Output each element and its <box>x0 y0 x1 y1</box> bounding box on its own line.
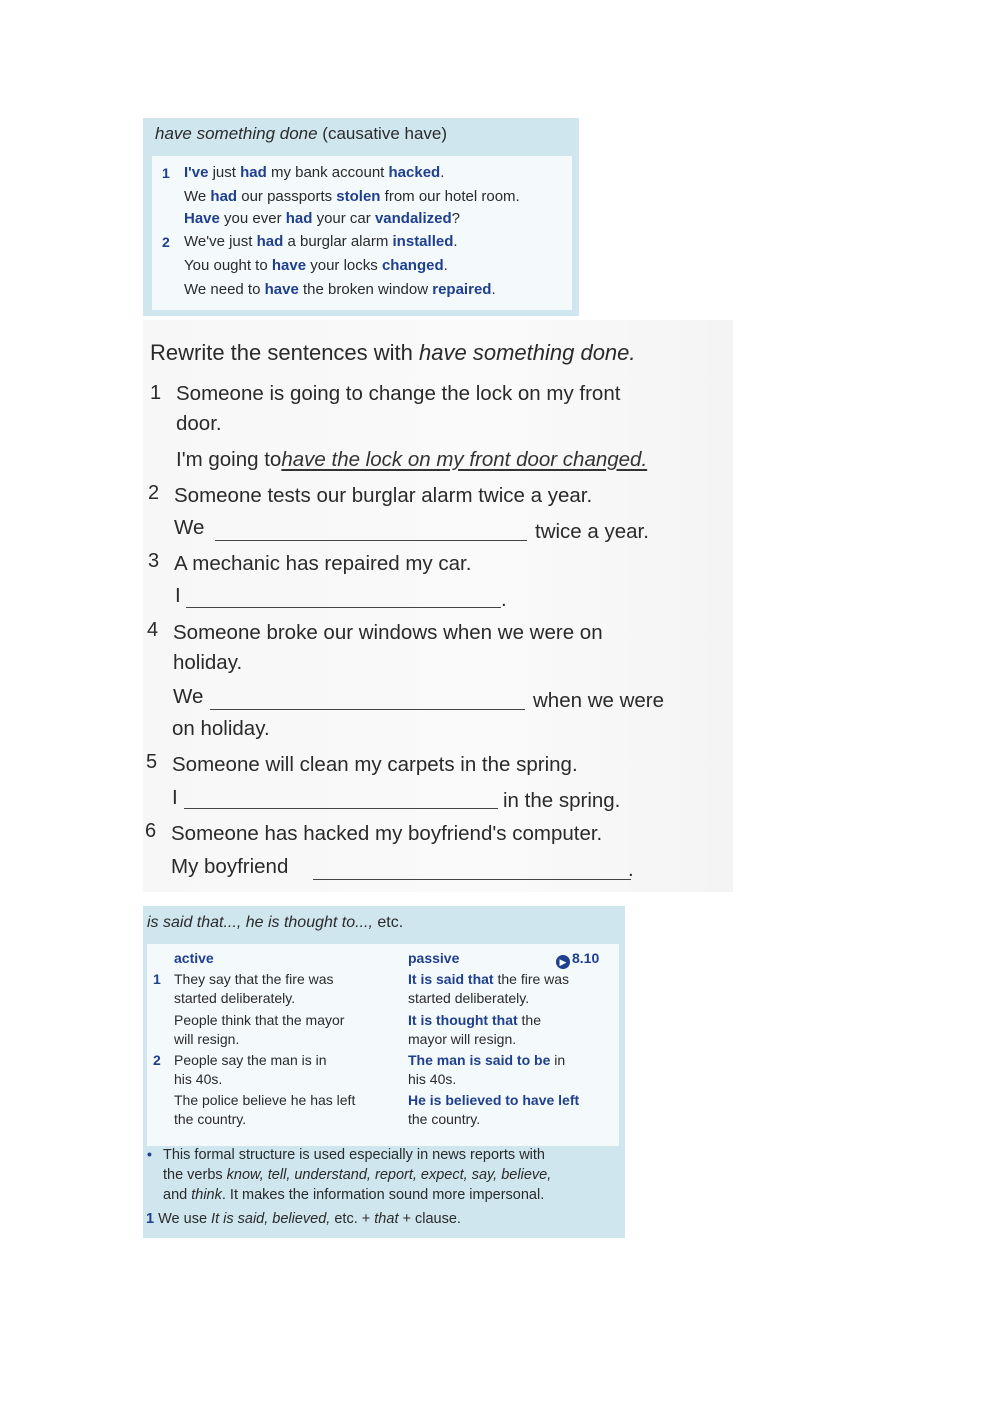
item-after-cont: on holiday. <box>172 717 270 740</box>
active-sentence: People say the man is in <box>174 1052 327 1068</box>
example-sentence: We had our passports stolen from our hotel room. <box>184 188 520 205</box>
item-number: 2 <box>148 482 160 504</box>
item-number: 6 <box>145 820 157 842</box>
exercise-title: Rewrite the sentences with have something done. <box>150 340 636 365</box>
item-prompt: I'm going tohave the lock on my front door changed. <box>176 448 648 471</box>
passive-sentence: It is said that the fire was <box>408 971 570 987</box>
item-number: 1 <box>150 382 162 404</box>
example-sentence: We've just had a burglar alarm installed. <box>184 233 458 250</box>
item-sentence: Someone broke our windows when we were on <box>173 621 603 644</box>
rule-line: 1 We use It is said, believed, etc. + that + clause. <box>146 1211 461 1227</box>
speaker-icon: ▶ <box>556 955 570 969</box>
active-sentence-cont: started deliberately. <box>174 990 296 1006</box>
item-sentence-cont: door. <box>176 412 222 435</box>
answer-blank[interactable] <box>215 540 527 541</box>
answer-blank[interactable] <box>184 808 498 809</box>
item-after: twice a year. <box>535 520 649 543</box>
item-prompt: I <box>172 786 178 809</box>
item-number: 3 <box>148 550 160 572</box>
row-number: 2 <box>153 1052 161 1068</box>
passive-sentence: He is believed to have left <box>408 1092 580 1108</box>
passive-sentence-cont: started deliberately. <box>408 990 530 1006</box>
note-line: the verbs know, tell, understand, report, expect, say, believe, <box>163 1167 552 1183</box>
active-sentence: The police believe he has left <box>174 1092 356 1108</box>
example-number: 1 <box>162 165 170 181</box>
item-sentence: Someone tests our burglar alarm twice a year. <box>174 484 593 507</box>
note-line: and think. It makes the information sound more impersonal. <box>163 1187 545 1203</box>
column-header-passive: passive <box>408 950 460 966</box>
example-sentence: You ought to have your locks changed. <box>184 257 448 274</box>
active-sentence-cont: his 40s. <box>174 1071 223 1087</box>
active-sentence-cont: will resign. <box>174 1031 240 1047</box>
item-sentence: Someone has hacked my boyfriend's computer. <box>171 822 603 845</box>
item-after: . <box>628 858 634 881</box>
example-number: 2 <box>162 234 170 250</box>
answer-blank[interactable] <box>313 879 631 880</box>
item-after: when we were <box>533 689 665 712</box>
bullet-icon: • <box>147 1146 152 1162</box>
passive-sentence: It is thought that the <box>408 1012 542 1028</box>
item-number: 4 <box>147 619 159 641</box>
box-title: have something done (causative have) <box>155 124 448 143</box>
note-line: This formal structure is used especially in news reports with <box>163 1147 545 1163</box>
audio-track[interactable]: ▶ 8.10 <box>556 950 599 969</box>
passive-sentence: The man is said to be in <box>408 1052 566 1068</box>
example-sentence: Have you ever had your car vandalized? <box>184 210 460 227</box>
row-number: 1 <box>153 971 161 987</box>
answer-blank[interactable] <box>210 709 525 710</box>
item-number: 5 <box>146 751 158 773</box>
passive-sentence-cont: the country. <box>408 1111 481 1127</box>
example-answer: have the lock on my front door changed. <box>281 448 648 471</box>
passive-sentence-cont: mayor will resign. <box>408 1031 517 1047</box>
example-sentence: I've just had my bank account hacked. <box>184 164 445 181</box>
example-sentence: We need to have the broken window repaired. <box>184 281 496 298</box>
item-sentence-cont: holiday. <box>173 651 243 674</box>
item-sentence: Someone will clean my carpets in the spring. <box>172 753 578 776</box>
answer-blank[interactable] <box>186 607 501 608</box>
item-after: . <box>501 588 507 611</box>
item-prompt: We <box>174 516 205 539</box>
item-prompt: I <box>175 584 181 607</box>
item-sentence: A mechanic has repaired my car. <box>174 552 472 575</box>
item-prompt: We <box>173 685 204 708</box>
column-header-active: active <box>174 950 214 966</box>
active-sentence-cont: the country. <box>174 1111 247 1127</box>
active-sentence: People think that the mayor <box>174 1012 345 1028</box>
active-sentence: They say that the fire was <box>174 971 334 987</box>
passive-sentence-cont: his 40s. <box>408 1071 457 1087</box>
item-sentence: Someone is going to change the lock on my front <box>176 382 621 405</box>
item-prompt: My boyfriend <box>171 855 289 878</box>
box-title: is said that..., he is thought to..., etc. <box>147 914 404 931</box>
item-after: in the spring. <box>503 789 621 812</box>
